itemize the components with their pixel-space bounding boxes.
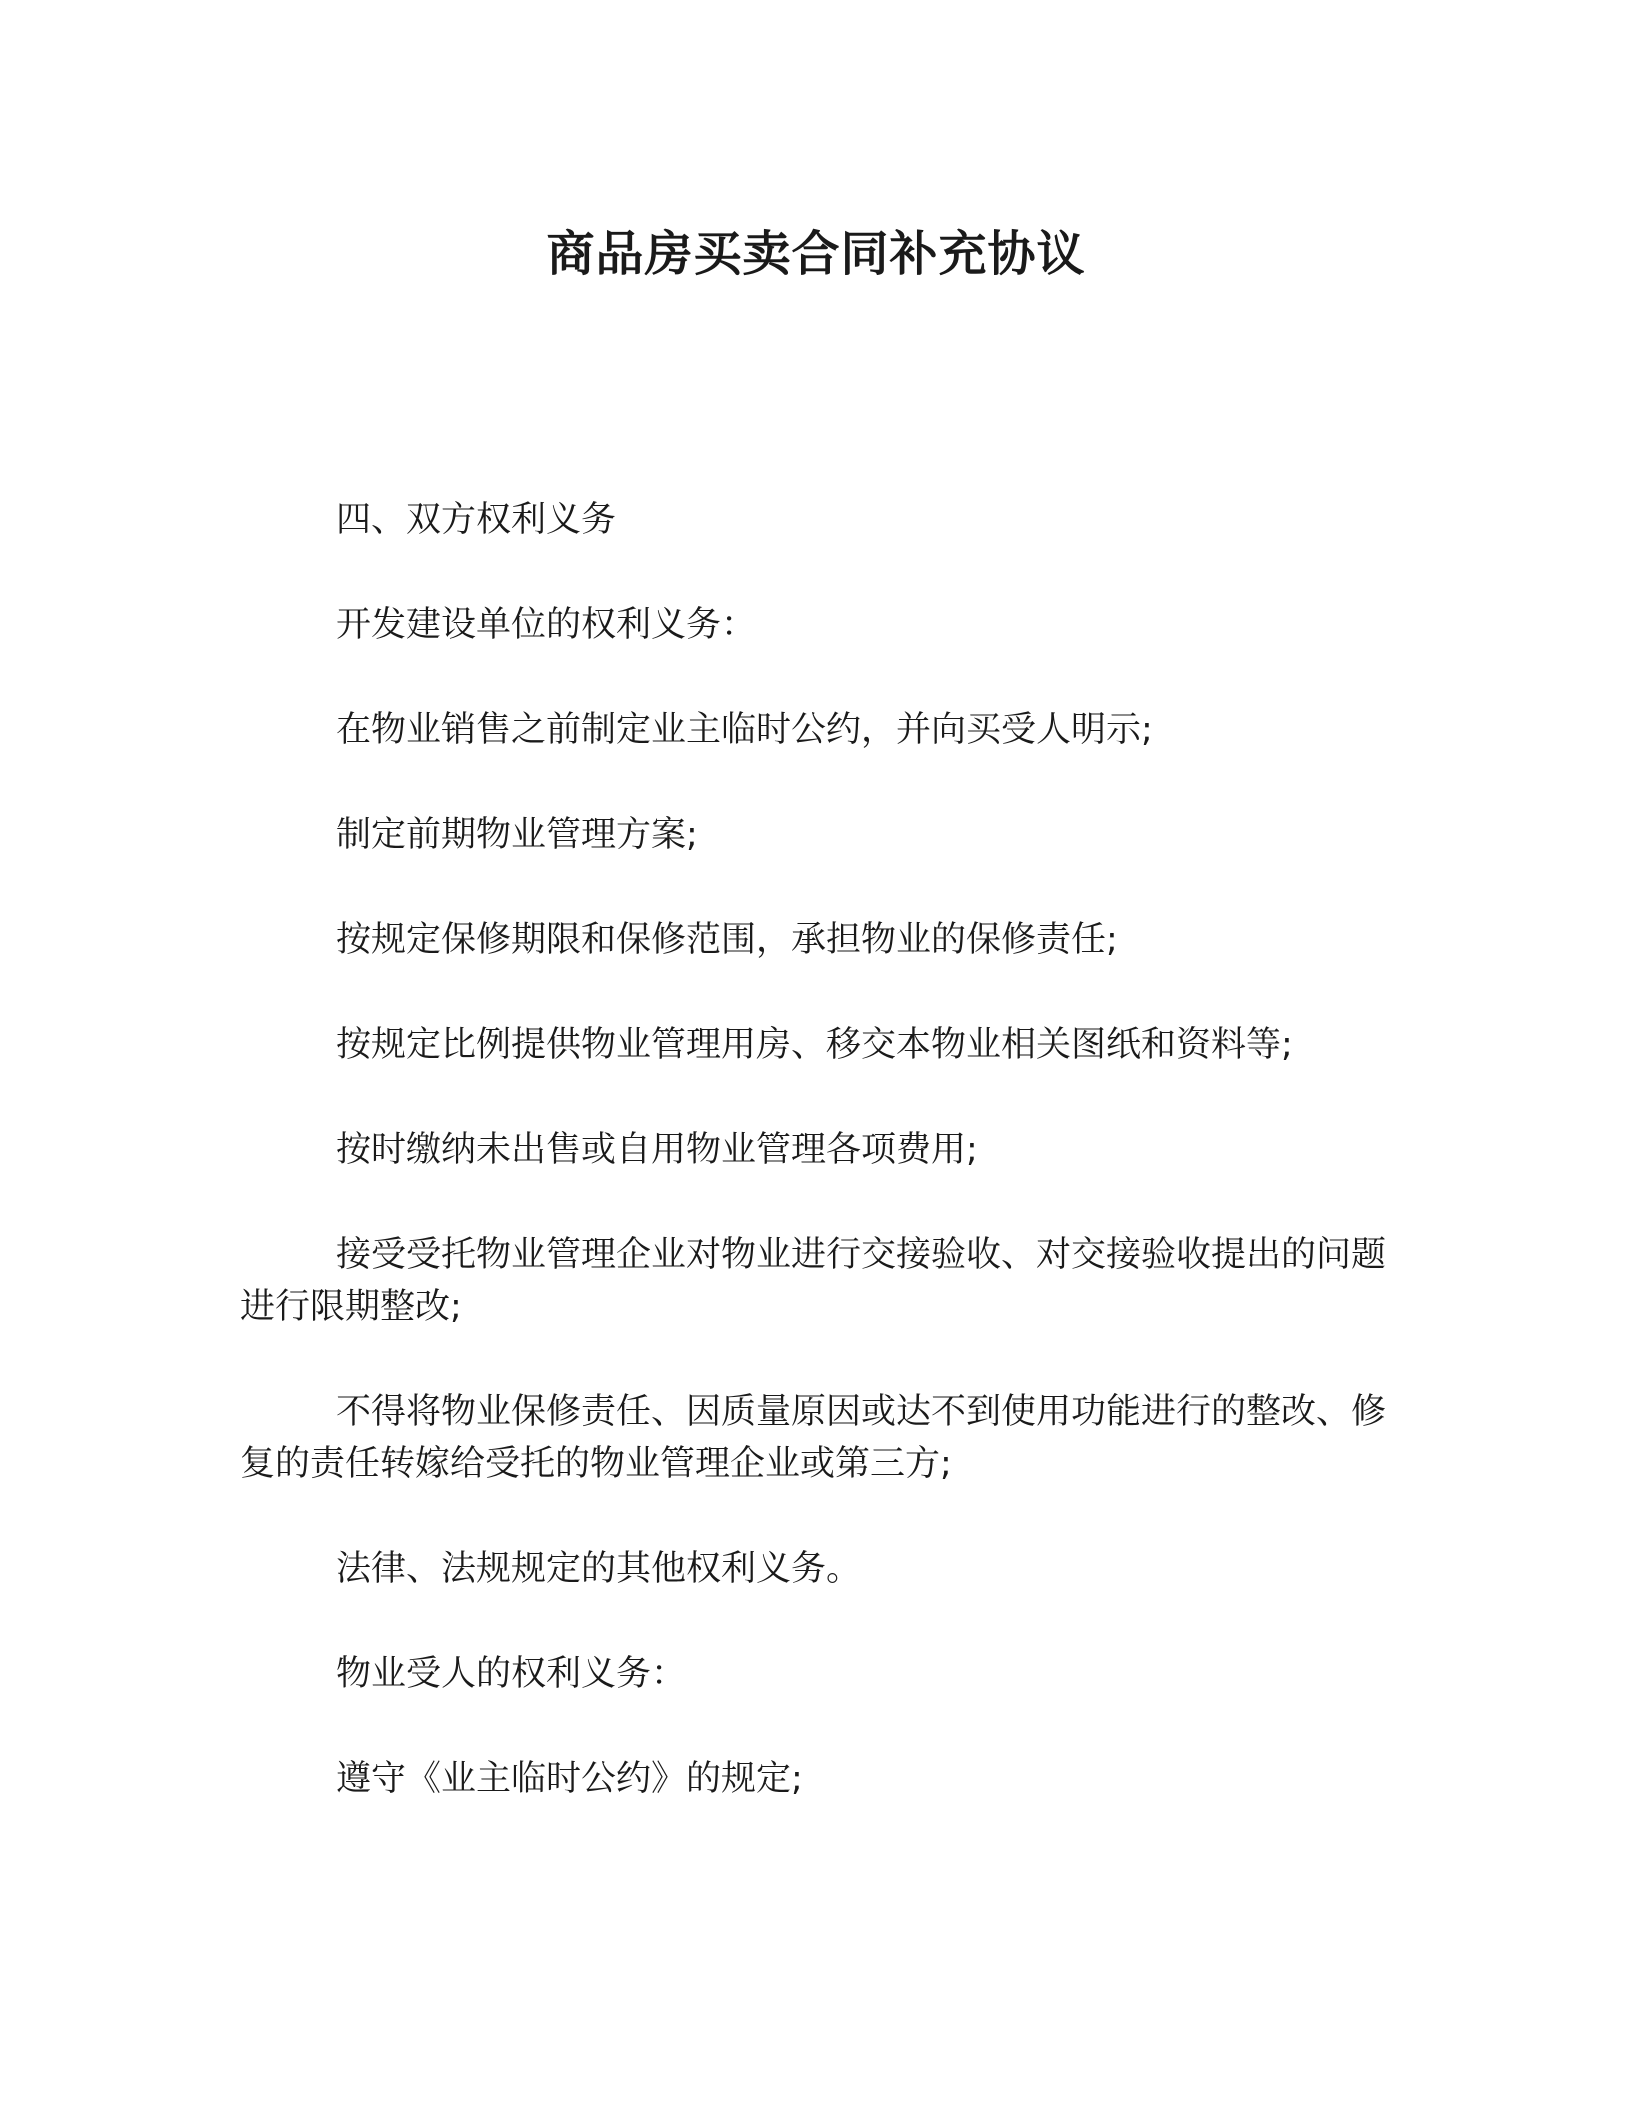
- paragraph: 不得将物业保修责任、因质量原因或达不到使用功能进行的整改、修复的责任转嫁给受托的物业管理企业或第三方;: [240, 1392, 1387, 1484]
- paragraph: 开发建设单位的权利义务：: [336, 605, 757, 645]
- paragraph: 物业受人的权利义务：: [336, 1654, 687, 1694]
- paragraph: 按规定比例提供物业管理用房、移交本物业相关图纸和资料等;: [336, 1025, 1293, 1065]
- paragraph: 在物业销售之前制定业主临时公约，并向买受人明示;: [336, 710, 1153, 750]
- document-title: 商品房买卖合同补充协议: [546, 226, 1086, 282]
- document-body: [240, 494, 1402, 1858]
- paragraph: 法律、法规规定的其他权利义务。: [336, 1549, 862, 1589]
- paragraph: 按规定保修期限和保修范围，承担物业的保修责任;: [336, 920, 1118, 960]
- paragraph: 制定前期物业管理方案;: [336, 815, 698, 855]
- paragraph: 按时缴纳未出售或自用物业管理各项费用;: [336, 1130, 978, 1170]
- paragraph: 遵守《业主临时公约》的规定;: [336, 1759, 803, 1799]
- section-heading: 四、双方权利义务: [336, 500, 617, 540]
- paragraph: 接受受托物业管理企业对物业进行交接验收、对交接验收提出的问题进行限期整改;: [240, 1235, 1387, 1327]
